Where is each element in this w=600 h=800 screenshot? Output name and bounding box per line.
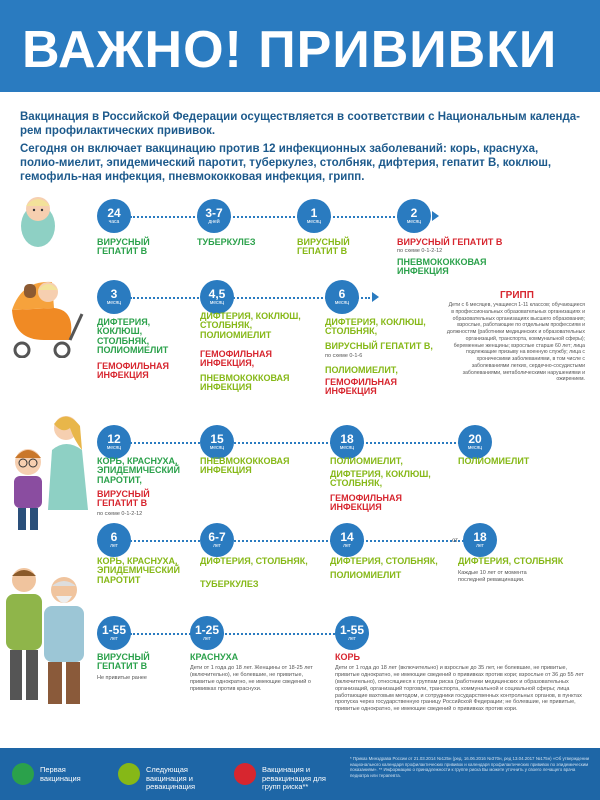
- note-rubella: Дети от 1 года до 18 лет. Женщины от 18-25 лет (включительно), не болевшие, не привитые, привитые однократно, не имеющие сведений о прививках против краснухи.: [190, 665, 313, 692]
- vaccine-hepatitis-b-1m: ВИРУСНЫЙ ГЕПАТИТ В: [297, 237, 350, 257]
- age-circle-6-7y: 6-7 лет: [200, 523, 234, 557]
- age-circle-1-55y-hepb: 1-55 лет: [97, 616, 131, 650]
- vaccine-hib-3m: ГЕМОФИЛЬНАЯ ИНФЕКЦИЯ: [97, 361, 170, 381]
- note-measles: Дети от 1 года до 18 лет (включительно) и взрослые до 35 лет, не болевшие, не привитые, привитые однократно, не имеющие сведений о прививках против кори; взрослые от 36 до 55 лет (включительно), относящиеся к группам риска (работники медицинских и образовательных организаций, организаций торговли, транспорта, коммунальной и социальной сферы; лица работающие вахтовым методом, и сотрудники государственных контрольных органов, в пунктах пропуска через государственную границу Российской Федерации; не болевшие, не привитые, привитые однократно, не имеющие сведений о прививках против кори.: [335, 665, 584, 713]
- age-circle-18y: 18 лет: [463, 523, 497, 557]
- legend-next-label: Следующая вакцинация и ревакцинация: [146, 765, 196, 792]
- intro-text: [20, 110, 580, 188]
- legend-first-dot: [12, 763, 34, 785]
- scheme-note-12m: по схеме 0-1-2-12: [97, 511, 143, 517]
- vaccine-pneumococcal-15m: ПНЕВМОКОККОВАЯ ИНФЕКЦИЯ: [200, 456, 290, 476]
- vaccine-hepatitis-b-12m: ВИРУСНЫЙ ГЕПАТИТ В: [97, 489, 150, 509]
- baby-illustration: [14, 190, 62, 248]
- flu-description: Дети с 6 месяцев, учащиеся 1-11 классов; обучающиеся в профессиональных образовательных организациях и образовательных организациях высшего образования; взрослые, работающие по отдельным профессиям и должностям (работники медицинских и образовательных организаций, транспорта, коммунальной сферы); беременные женщины; взрослые старше 60 лет; лица подлежащие призыву на военную службу; лица с хроническими заболеваниями, в том числе с заболеваниями легких, сердечно-сосудистыми заболеваниями, метаболическими нарушениями и ожирением.: [446, 302, 585, 383]
- vaccine-polio-14y: ПОЛИОМИЕЛИТ: [330, 570, 402, 580]
- stroller-illustration: [4, 270, 88, 358]
- vaccine-dtp-polio-3m: ДИФТЕРИЯ, КОКЛЮШ, СТОЛБНЯК, ПОЛИОМИЕЛИТ: [97, 317, 169, 356]
- age-circle-24h: 24 часа: [97, 199, 131, 233]
- vaccine-polio-20m: ПОЛИОМИЕЛИТ: [458, 456, 530, 466]
- vaccine-hib-18m: ГЕМОФИЛЬНАЯ ИНФЕКЦИЯ: [330, 493, 403, 513]
- scheme-note-6m: по схеме 0-1-6: [325, 353, 363, 359]
- page-title: ВАЖНО! ПРИВИВКИ: [22, 21, 558, 79]
- age-circle-1-25y: 1-25 лет: [190, 616, 224, 650]
- vaccine-dt-18y: ДИФТЕРИЯ, СТОЛБНЯК: [458, 556, 564, 566]
- vaccine-pneumococcal-2m: ПНЕВМОКОККОВАЯ ИНФЕКЦИЯ: [397, 257, 487, 277]
- vaccine-dt-14y: ДИФТЕРИЯ, СТОЛБНЯК,: [330, 556, 438, 566]
- vaccine-dtp-18m: ДИФТЕРИЯ, КОКЛЮШ, СТОЛБНЯК,: [330, 469, 431, 489]
- scheme-note-2m: по схеме 0-1-2-12: [397, 248, 443, 254]
- vaccine-polio-18m: ПОЛИОМИЕЛИТ,: [330, 456, 403, 466]
- vaccine-dt-6-7y: ДИФТЕРИЯ, СТОЛБНЯК,: [200, 556, 308, 566]
- vaccine-pneumococcal-4-5m: ПНЕВМОКОККОВАЯ ИНФЕКЦИЯ: [200, 373, 290, 393]
- vaccine-hib-4-5m: ГЕМОФИЛЬНАЯ ИНФЕКЦИЯ,: [200, 349, 273, 369]
- age-circle-1m: 1 месяц: [297, 199, 331, 233]
- age-circle-6y: 6 лет: [97, 523, 131, 557]
- age-circle-3m: 3 месяц: [97, 280, 131, 314]
- vaccine-mmr-6y: КОРЬ, КРАСНУХА, ЭПИДЕМИЧЕСКИЙ ПАРОТИТ: [97, 556, 180, 585]
- vaccine-hepatitis-b-2m: ВИРУСНЫЙ ГЕПАТИТ В: [397, 237, 503, 247]
- vaccine-hepatitis-b-6m: ВИРУСНЫЙ ГЕПАТИТ В,: [325, 341, 433, 351]
- age-circle-2m: 2 месяц: [397, 199, 431, 233]
- age-circle-4-5m: 4,5 месяц: [200, 280, 234, 314]
- intro-paragraph-1: Вакцинация в Российской Федерации осуществляется в соответствии с Национальным календа-рем профилактических прививок.: [20, 111, 580, 138]
- age-circle-3-7d: 3-7 дней: [197, 199, 231, 233]
- vaccine-dtp-6m: ДИФТЕРИЯ, КОКЛЮШ, СТОЛБНЯК,: [325, 317, 426, 337]
- vaccine-tuberculosis: ТУБЕРКУЛЕЗ: [197, 237, 256, 247]
- legend-first-label: Первая вакцинация: [40, 765, 81, 783]
- age-circle-14y: 14 лет: [330, 523, 364, 557]
- legend-next-dot: [118, 763, 140, 785]
- timeline-arrow-1: [432, 211, 439, 221]
- from-label-18y: от: [452, 538, 458, 544]
- note-not-vaccinated: Не привитые ранее: [97, 675, 147, 681]
- timeline-line-4: [130, 540, 468, 542]
- vaccine-polio-6m: ПОЛИОМИЕЛИТ,: [325, 365, 398, 375]
- footnote: * Приказ Минздрава России от 21.03.2014 №125н (ред. 16.06.2016 №370н, ред 13.04.2017 №175н) «Об утверждении национального календаря профилактических прививок и календаря профилактических прививок по эпидемическим показаниям». ** Информацию о принадлежности к группе риска Вы можете уточнить у своего лечащего врача педиатра или терапевта.: [350, 756, 590, 779]
- legend-risk-dot: [234, 763, 256, 785]
- vaccine-measles-adult: КОРЬ: [335, 652, 360, 662]
- intro-paragraph-2: Сегодня он включает вакцинацию против 12 инфекционных заболеваний: корь, краснуха, полио-миелит, эпидемический паротит, туберкулез, столбняк, дифтерия, гепатит В, коклюш, гемофиль-ная инфекция, пневмококковая инфекция, грипп.: [20, 143, 552, 184]
- timeline-arrow-2: [372, 292, 379, 302]
- vaccine-hepatitis-b-24h: ВИРУСНЫЙ ГЕПАТИТ В: [97, 237, 150, 257]
- timeline-line-1: [130, 216, 415, 218]
- age-circle-15m: 15 месяц: [200, 425, 234, 459]
- adults-illustration: [2, 560, 92, 710]
- vaccine-rubella-adult: КРАСНУХА: [190, 652, 239, 662]
- vaccine-mmr-12m: КОРЬ, КРАСНУХА, ЭПИДЕМИЧЕСКИЙ ПАРОТИТ,: [97, 456, 180, 485]
- age-circle-12m: 12 месяц: [97, 425, 131, 459]
- family-kids-illustration: [4, 410, 90, 534]
- age-circle-6m: 6 месяц: [325, 280, 359, 314]
- header-banner: [0, 0, 600, 92]
- age-circle-20m: 20 месяц: [458, 425, 492, 459]
- vaccine-hepatitis-b-adult: ВИРУСНЫЙ ГЕПАТИТ В: [97, 652, 150, 672]
- note-every-10-years: Каждые 10 лет от момента последней ревакцинации.: [458, 570, 527, 583]
- vaccine-hib-6m: ГЕМОФИЛЬНАЯ ИНФЕКЦИЯ: [325, 377, 398, 397]
- legend-risk-label: Вакцинация и ревакцинация для групп риска**: [262, 765, 326, 792]
- vaccine-dtp-polio-4-5m: ДИФТЕРИЯ, КОКЛЮШ, СТОЛБНЯК, ПОЛИОМИЕЛИТ: [200, 311, 301, 340]
- timeline-line-3: [130, 442, 468, 444]
- timeline-line-5: [130, 633, 350, 635]
- age-circle-1-55y-measles: 1-55 лет: [335, 616, 369, 650]
- age-circle-18m: 18 месяц: [330, 425, 364, 459]
- flu-title: ГРИПП: [500, 290, 534, 301]
- vaccine-tuberculosis-6-7y: ТУБЕРКУЛЕЗ: [200, 579, 259, 589]
